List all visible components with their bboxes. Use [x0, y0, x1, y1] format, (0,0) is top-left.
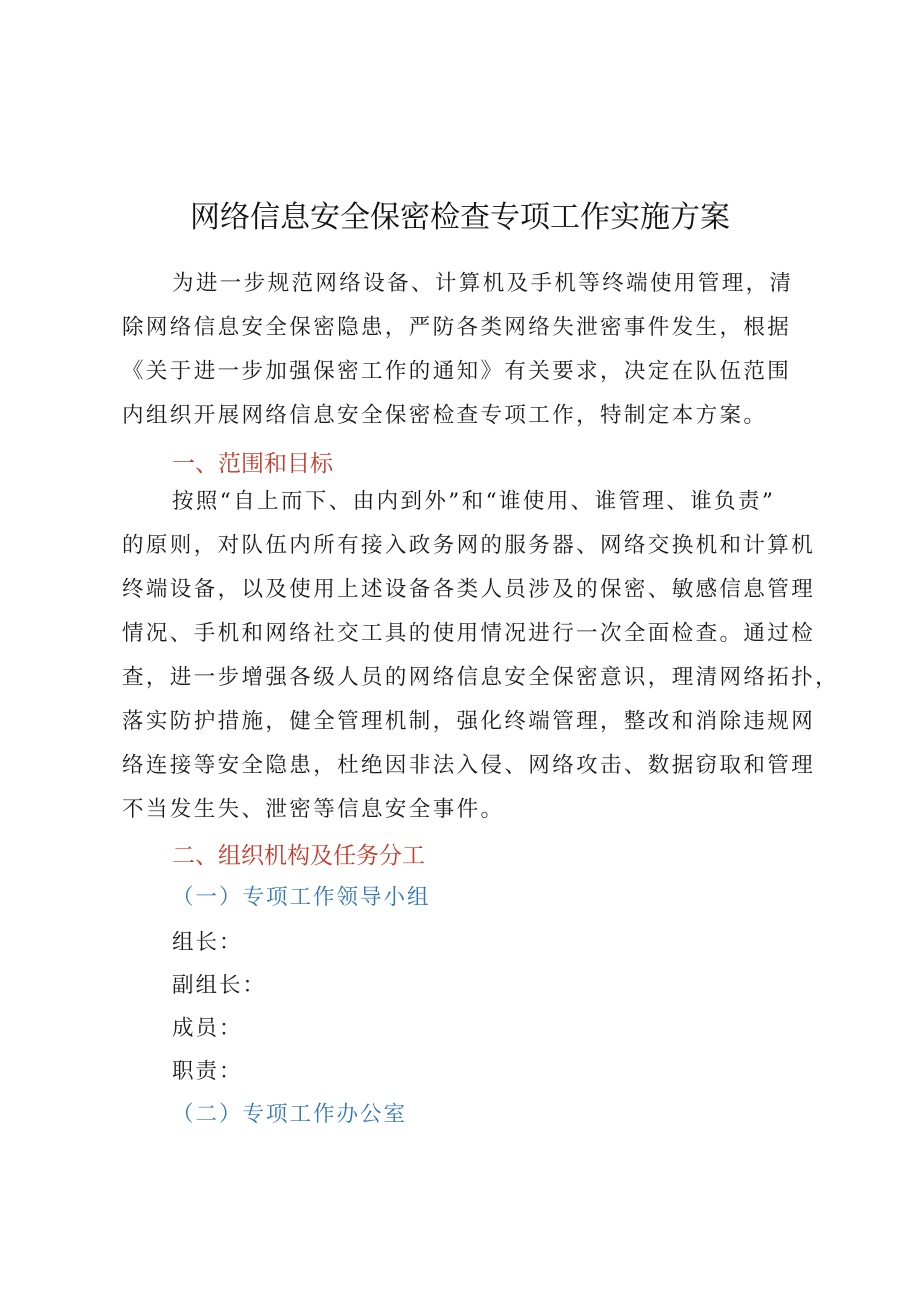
field-members: 成员：: [172, 1016, 243, 1041]
field-duties: 职责：: [172, 1059, 243, 1084]
intro-line-1: 为进一步规范网络设备、计算机及手机等终端使用管理，清: [172, 271, 794, 296]
intro-line-3: 《关于进一步加强保密工作的通知》有关要求，决定在队伍范围: [122, 359, 792, 384]
section-1-line-2: 的原则，对队伍内所有接入政务网的服务器、网络交换机和计算机: [122, 533, 816, 558]
section-1-line-4: 情况、手机和网络社交工具的使用情况进行一次全面检查。通过检: [122, 621, 816, 646]
section-1-line-3: 终端设备，以及使用上述设备各类人员涉及的保密、敏感信息管理: [122, 577, 816, 602]
section-2-heading: 二、组织机构及任务分工: [172, 843, 425, 869]
field-leader: 组长：: [172, 930, 243, 955]
intro-line-2: 除网络信息安全保密隐患，严防各类网络失泄密事件发生，根据: [122, 315, 792, 340]
intro-line-4: 内组织开展网络信息安全保密检查专项工作，特制定本方案。: [122, 403, 768, 428]
document-title: 网络信息安全保密检查专项工作实施方案: [190, 200, 730, 235]
field-deputy: 副组长：: [172, 973, 267, 998]
subsection-2-heading: （二）专项工作办公室: [172, 1102, 408, 1127]
section-1-line-5: 查，进一步增强各级人员的网络信息安全保密意识，理清网络拓扑，: [122, 665, 840, 690]
section-1-heading: 一、范围和目标: [172, 451, 333, 477]
subsection-1-heading: （一）专项工作领导小组: [172, 885, 431, 910]
section-1-line-1: 按照“自上而下、由内到外”和“谁使用、谁管理、谁负责”: [172, 489, 776, 514]
section-1-line-8: 不当发生失、泄密等信息安全事件。: [122, 797, 505, 822]
section-1-line-6: 落实防护措施，健全管理机制，强化终端管理，整改和消除违规网: [122, 709, 816, 734]
section-1-line-7: 络连接等安全隐患，杜绝因非法入侵、网络攻击、数据窃取和管理: [122, 753, 816, 778]
